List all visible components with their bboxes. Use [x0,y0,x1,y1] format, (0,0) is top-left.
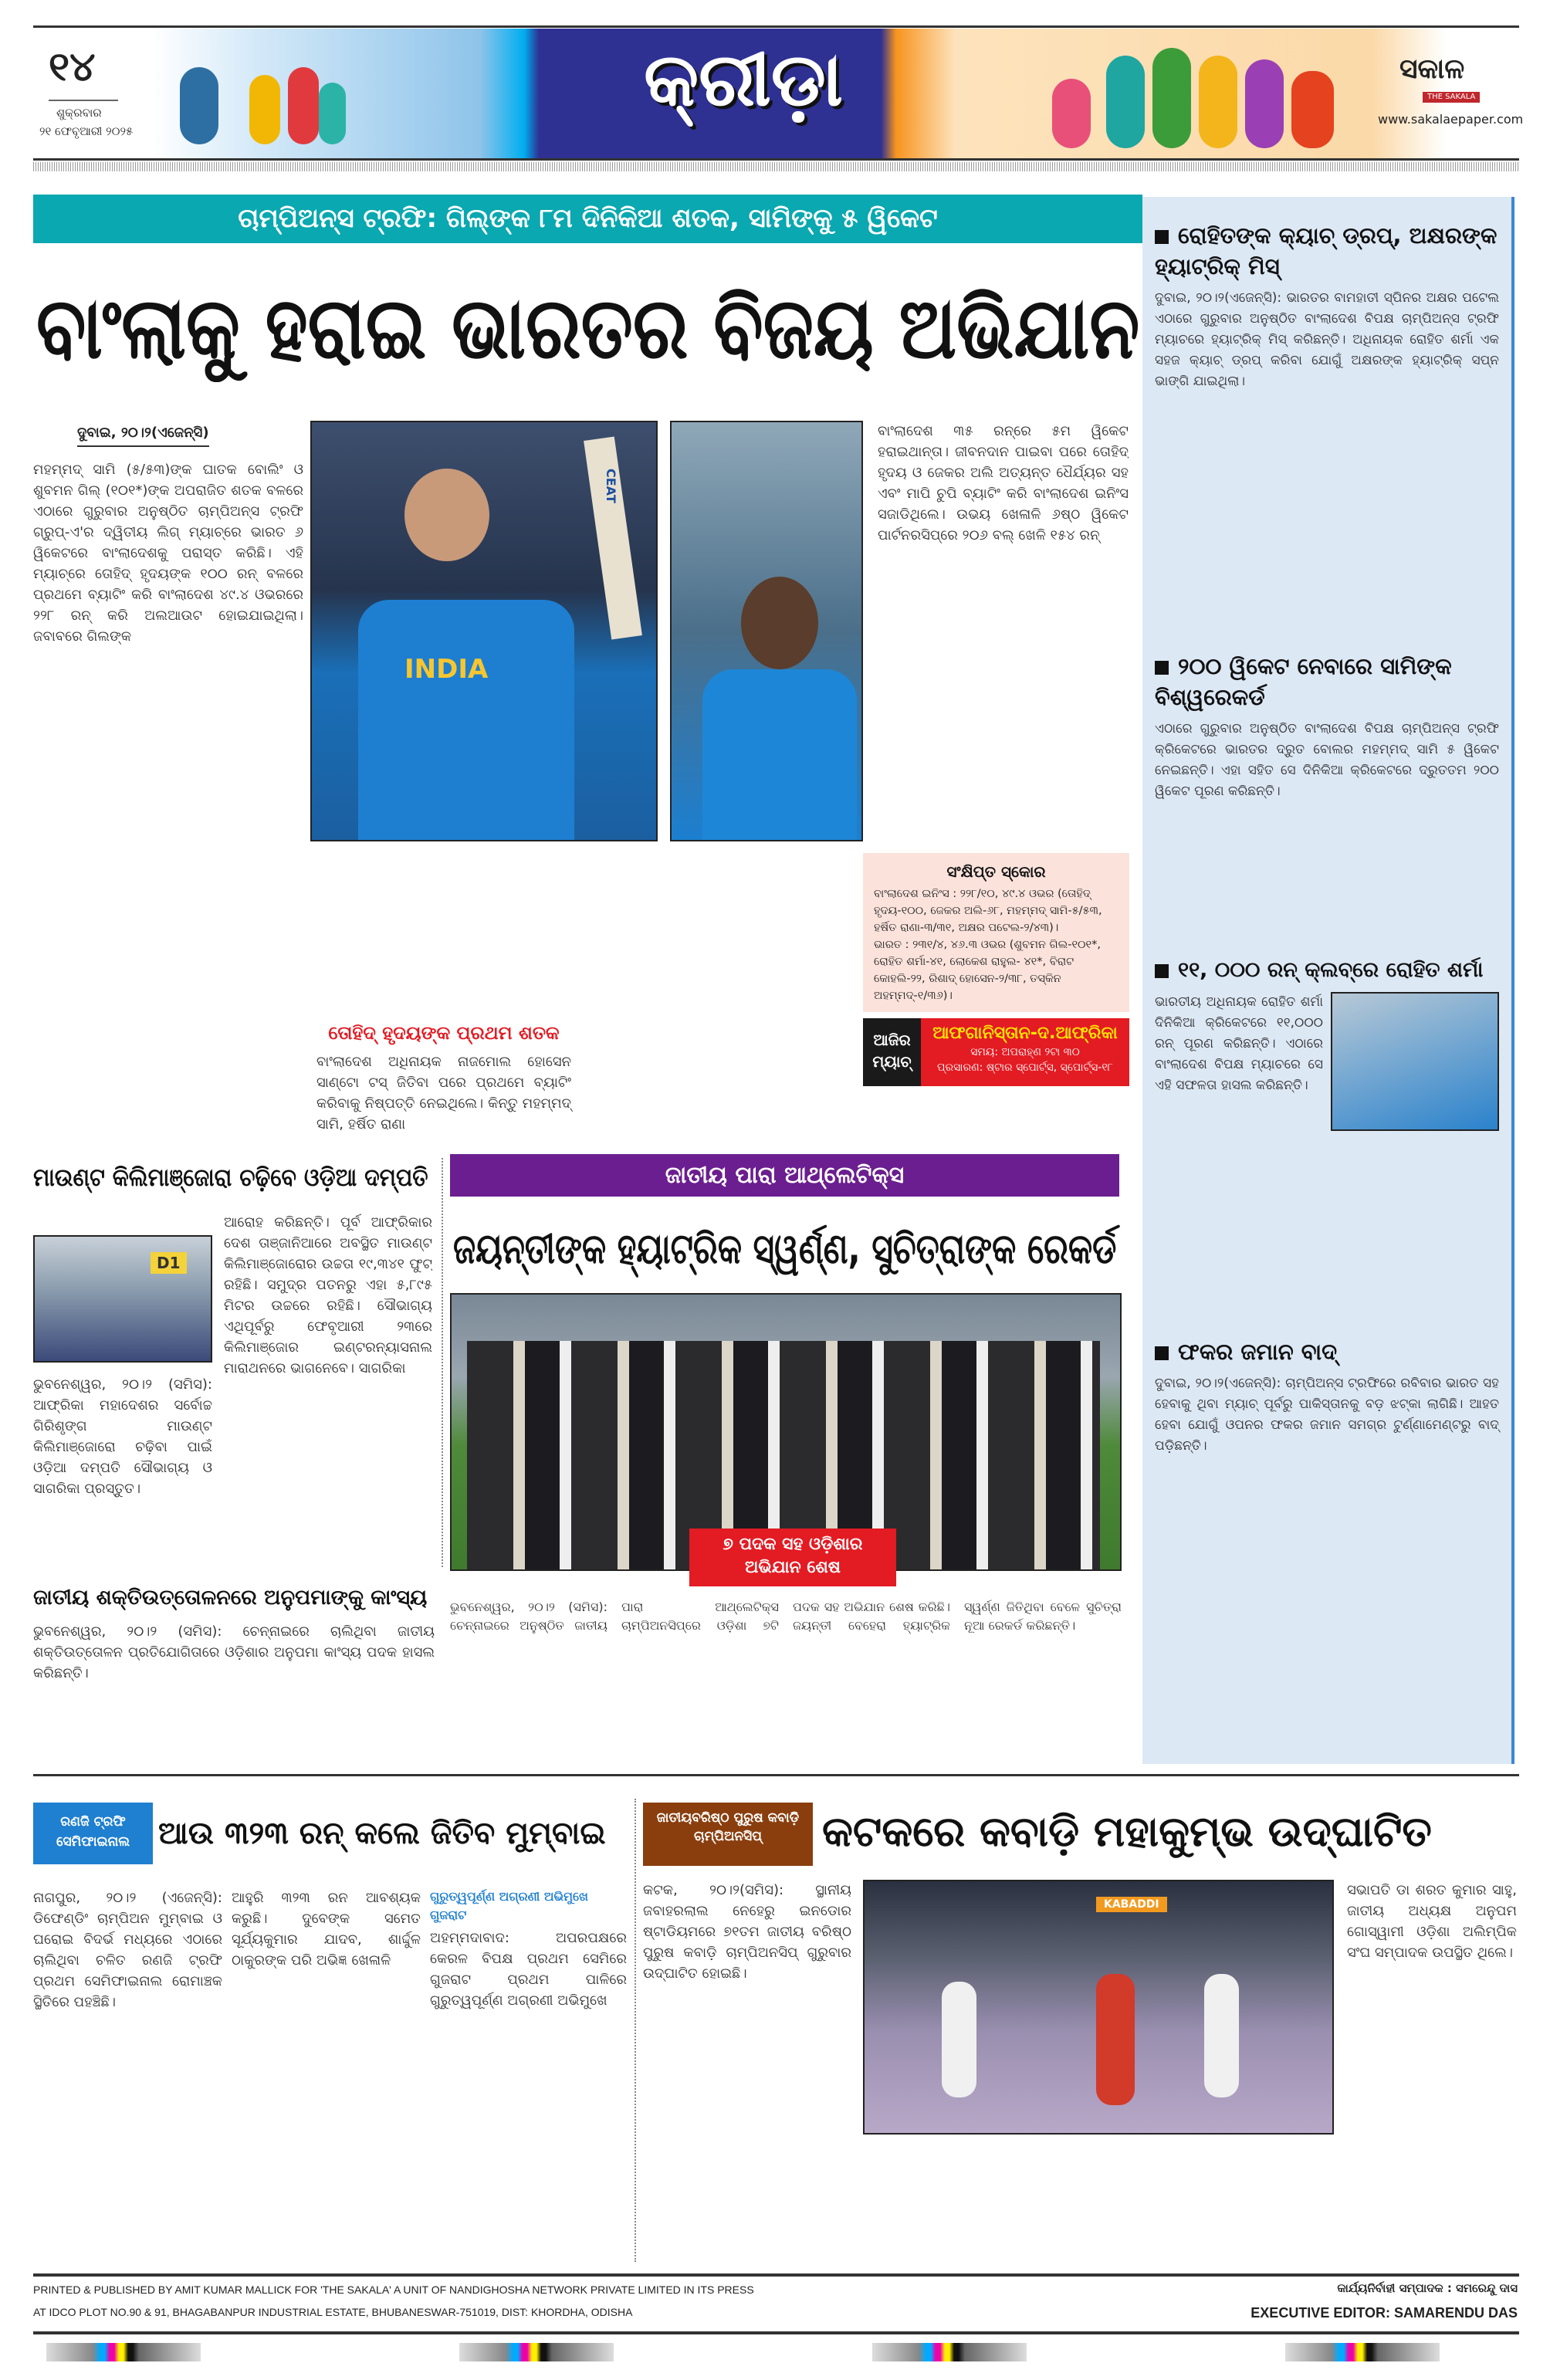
bullet-square-icon [1155,964,1169,978]
website-link[interactable]: www.sakalaepaper.com [1378,112,1524,127]
masthead [33,29,1524,158]
column-divider [442,1158,443,1567]
kilimanjaro-headline [33,1158,435,1197]
lead-subhead: ତୋହିଦ୍ ହୃଦୟଙ୍କ ପ୍ରଥମ ଶତକ [328,1022,560,1044]
lead-kicker-text: ଚାମ୍ପିଅନ୍ସ ଟ୍ରଫି: ଗିଲ୍‌ଙ୍କ ୮ମ ଦିନିକିଆ ଶତକ, ସାମିଙ୍କୁ ୫ ୱିକେଟ [238,203,938,234]
todays-match-label: ଆଜିର ମ୍ୟାଚ୍ [863,1018,921,1086]
match-time: ସମୟ: ଅପରାହ୍ଣ ୨ଟା ୩୦ [970,1046,1080,1058]
score-title: ସଂକ୍ଷିପ୍ତ ସ୍କୋର [946,862,1046,881]
ranji-headline-text: ଆଉ ୩୨୩ ରନ୍ କଲେ ଜିତିବ ମୁମ୍ବାଇ [158,1816,606,1851]
lead-kicker [33,195,1142,243]
imprint-line-1: PRINTED & PUBLISHED BY AMIT KUMAR MALLICK FOR 'THE SAKALA' A UNIT OF NANDIGHOSHA NETWORK PRIVATE LIMITED IN ITS PRESS [33,2284,754,2296]
odia-couple-photo [33,1235,212,1363]
ranji-col-1: ନାଗପୁର, ୨୦।୨ (ଏଜେନ୍ସି): ଡିଫେଣ୍ଡିଂ ଚାମ୍ପିଅନ ମୁମ୍ବାଇ ଓ ଘରୋଇ ବିଦର୍ଭ ମଧ୍ୟରେ ଏଠାରେ ଚାଲିଥିବା ଚଳିତ ରଣଜି ଟ୍ରଫି ପ୍ରଥମ ସେମିଫାଇନାଲ ରୋମାଞ୍ଚକ ସ୍ଥିତିରେ ପହଞ୍ଚିଛି। [33,1890,222,2010]
kabaddi-body: କଟକ, ୨୦।୨(ସମିସ): ସ୍ଥାନୀୟ ଜବାହରଲାଲ ନେହେରୁ ଇନଡୋର ଷ୍ଟାଡିୟମରେ ୭୧ତମ ଜାତୀୟ ବରିଷ୍ଠ ପୁରୁଷ କବାଡ଼ି ଚାମ୍ପିଅନସିପ୍ ଗୁରୁବାର ଉଦ୍‌ଘାଟିତ ହୋଇଛି। [643,1882,851,1982]
color-registration-bar [46,2343,201,2361]
editor-english: EXECUTIVE EDITOR: SAMARENDU DAS [1250,2305,1518,2321]
sidebar-body-2: ଏଠାରେ ଗୁରୁବାର ଅନୁଷ୍ଠିତ ବାଂଲାଦେଶ ବିପକ୍ଷ ଚାମ୍ପିଅନ୍ସ ଟ୍ରଫି କ୍ରିକେଟରେ ଭାରତର ଦ୍ରୁତ ବୋଲର ମହମ୍ମଦ୍ ସାମି ୫ ୱିକେଟ ନେଇଛନ୍ତି। ଏହା ସହିତ ସେ ଦିନିକିଆ କ୍ରିକେଟରେ ଦ୍ରୁତତମ ୨୦୦ ୱିକେଟ ପୂରଣ କରିଛନ୍ତି। [1155,721,1499,799]
bullet-square-icon [1155,230,1169,244]
ranji-subhead: ଗୁରୁତ୍ୱପୂର୍ଣ୍ଣ ଅଗ୍ରଣୀ ଅଭିମୁଖେ ଗୁଜରାଟ [430,1889,588,1922]
kabaddi-headline-text: କଟକରେ କବାଡ଼ି ମହାକୁମ୍ଭ ଉଦ୍‌ଘାଟିତ [822,1807,1432,1856]
section-title-text: କ୍ରୀଡ଼ା [644,36,843,123]
kabaddi-banner: KABADDI [1096,1897,1167,1912]
todays-match-box [863,1018,1129,1086]
lead-dateline: ଦୁବାଇ, ୨୦।୨(ଏଜେନ୍ସି) [77,425,209,447]
kabaddi-match-photo [863,1880,1334,2135]
top-rule [33,25,1519,28]
bat-logo: CEAT [604,469,618,503]
ranji-label: ରଣଜି ଟ୍ରଫି ସେମିଫାଇନାଲ [33,1803,153,1864]
editor-odia: କାର୍ଯ୍ୟନିର୍ବାହୀ ସମ୍ପାଦକ : ସମରେନ୍ଦୁ ଦାସ [1337,2281,1518,2295]
sidebar-body-1: ଦୁବାଇ, ୨୦।୨(ଏଜେନ୍ସି): ଭାରତର ବାମହାତୀ ସ୍ପିନର ଅକ୍ଷର ପଟେଲ ଏଠାରେ ଗୁରୁବାର ଅନୁଷ୍ଠିତ ବାଂଲାଦେଶ ବିପକ୍ଷ ଚାମ୍ପିଅନ୍ସ ଟ୍ରଫି ମ୍ୟାଚରେ ହ୍ୟାଟ୍ରିକ୍ ମିସ୍ କରିଛନ୍ତି। ଅଧିନାୟକ ରୋହିତ ଶର୍ମା ଏକ ସହଜ କ୍ୟାଚ୍ ଡ୍ରପ୍ କରିବା ଯୋଗୁଁ ଅକ୍ଷରଙ୍କ ହ୍ୟାଟ୍ରିକ୍ ସପ୍ନ ଭାଙ୍ଗି ଯାଇଥିଲା। [1155,290,1499,389]
para-athletics-headline-text: ଜୟନ୍ତୀଙ୍କ ହ୍ୟାଟ୍ରିକ ସ୍ୱର୍ଣ୍ଣ, ସୁଚିତ୍ରାଙ୍କ ରେକର୍ଡ [452,1224,1117,1273]
ranji-col-3-block [430,1887,627,2011]
cricket-players-illustration [157,44,357,152]
powerlifting-headline-text: ଜାତୀୟ ଶକ୍ତିଉତ୍ତୋଳନରେ ଅନୁପମାଙ୍କୁ କାଂସ୍ୟ [33,1586,428,1610]
hatch-divider [33,162,1519,171]
ranji-col-2: ଆହୁରି ୩୨୩ ରନ ଆବଶ୍ୟକ କରୁଛି। ଦୁବେଙ୍କ ସମେତ ସୂର୍ଯ୍ୟକୁମାର ଯାଦବ, ଶାର୍ଦ୍ଦୁଳ ଠାକୁରଙ୍କ ପରି ଅଭିଜ୍ଞ ଖେଳାଳି [232,1890,421,1969]
rohit-sharma-photo [1331,992,1499,1131]
kabaddi-body-2: ସଭାପତି ଡା ଶରତ କୁମାର ସାହୁ, ଜାତୀୟ ଅଧ୍ୟକ୍ଷ ଅନୁପମ ଗୋସ୍ୱାମୀ ଓଡ଼ିଶା ଅଲିମ୍ପିକ ସଂଘ ସମ୍ପାଦକ ଉପସ୍ଥିତ ଥିଲେ। [1347,1882,1517,1961]
medal-tally-label: ୭ ପଦକ ସହ ଓଡ଼ିଶାର ଅଭିଯାନ ଶେଷ [689,1529,896,1586]
ranji-headline [158,1799,629,1868]
imprint-line-2: AT IDCO PLOT NO.90 & 91, BHAGABANPUR INDUSTRIAL ESTATE, BHUBANESWAR-751019, DIST: KHORDHA, ODISHA [33,2306,633,2318]
ranji-col-3: ଅହମ୍ମଦାବାଦ: ଅପରପକ୍ଷରେ କେରଳ ବିପକ୍ଷ ପ୍ରଥମ ସେମିରେ ଗୁଜରାଟ ପ୍ରଥମ ପାଳିରେ ଗୁରୁତ୍ୱପୂର୍ଣ୍ଣ ଅଗ୍ରଣୀ ଅଭିମୁଖେ [430,1930,627,2009]
day: ଶୁକ୍ରବାର [56,106,102,120]
score-bangladesh: ବାଂଲାଦେଶ ଇନିଂସ : ୨୨୮/୧୦, ୪୯.୪ ଓଭର (ତୋହିଦ୍ ହୃଦୟ-୧୦୦, ଜେକର ଅଲି-୬୮, ମହମ୍ମଦ୍ ସାମି-୫/୫୩, ହର୍ଷିତ ରାଣା-୩/୩୧, ଅକ୍ଷର ପଟେଲ-୨/୪୩)। [874,888,1102,934]
score-india: ଭାରତ : ୨୩୧/୪, ୪୬.୩ ଓଭର (ଶୁବମନ ଗିଲ-୧୦୧*, ରୋହିତ ଶର୍ମା-୪୧, ଲୋକେଶ ରାହୁଲ- ୪୧*, ବିରାଟ କୋହଲି-୨୨, ରିଶାଦ୍ ହୋସେନ-୨/୩୮, ତସ୍କିନ ଅହମ୍ମଦ୍-୧/୩୬)। [874,939,1101,1002]
kilimanjaro-body-right: ଆରୋହ କରିଛନ୍ତି। ପୂର୍ବ ଆଫ୍ରିକାର ଦେଶ ତାଞ୍ଜାନିଆରେ ଅବସ୍ଥିତ ମାଉଣ୍ଟ କିଲିମାଞ୍ଜୋରୋର ଉଚ୍ଚତା ୧୯,୩୪୧ ଫୁଟ୍ ରହିଛି। ସମୁଦ୍ର ପତନରୁ ଏହା ୫,୮୯୫ ମିଟର ଉଚ୍ଚରେ ରହିଛି। ସୌଭାଗ୍ୟ ଏଥିପୂର୍ବରୁ ଫେବୃଆରୀ ୨୩ରେ କିଲିମାଞ୍ଜୋର ଇଣ୍ଟରନ୍ୟାସନାଲ ମାରାଥନରେ ଭାଗନେବେ। ସାଗରିକା [224,1214,432,1376]
logo-subtitle: THE SAKALA [1423,92,1480,103]
section-title [574,36,913,124]
lead-headline [33,259,1142,398]
kabaddi-label: ଜାତୀୟବରିଷ୍ଠ ପୁରୁଷ କବାଡ଼ି ଚାମ୍ପିଅନସିପ୍ [643,1803,813,1866]
sidebar-title-2: ୨୦୦ ୱିକେଟ ନେବାରେ ସାମିଙ୍କ ବିଶ୍ୱରେକର୍ଡ [1155,653,1452,710]
para-athletics-body: ଭୁବନେଶ୍ୱର, ୨୦।୨ (ସମିସ): ଚେନ୍ନାଇରେ ଅନୁଷ୍ଠିତ ଜାତୀୟ ପାରା ଆଥ୍‌ଲେଟିକ୍ସ ଚାମ୍ପିଅନସିପ୍‌ରେ ଓଡ଼ିଶା ୭ଟି ପଦକ ସହ ଅଭିଯାନ ଶେଷ କରିଛି। ଜୟନ୍ତୀ ବେହେରା ହ୍ୟାଟ୍ରିକ ସ୍ୱର୍ଣ୍ଣ ଜିତିଥିବା ବେଳେ ସୁଚିତ୍ରା ନୂଆ ରେକର୍ଡ କରିଛନ୍ତି। [450,1600,1122,1633]
color-registration-bar [872,2343,1027,2361]
masthead-bottom-rule [33,158,1519,161]
powerlifting-body: ଭୁବନେଶ୍ୱର, ୨୦।୨ (ସମିସ): ଚେନ୍ନାଇରେ ଚାଲିଥିବା ଜାତୀୟ ଶକ୍ତିଉତ୍ତୋଳନ ପ୍ରତିଯୋଗିତାରେ ଓଡ଼ିଶାର ଅନୁପମା କାଂସ୍ୟ ପଦକ ହାସଲ କରିଛନ୍ତି। [33,1623,435,1681]
photo-sign: D1 [151,1252,187,1274]
color-registration-bar [459,2343,614,2361]
shubman-gill-photo [310,421,658,841]
lead-paragraph-1: ମହମ୍ମଦ୍ ସାମି (୫/୫୩)ଙ୍କ ଘାତକ ବୋଲିଂ ଓ ଶୁବମନ ଗିଲ୍ (୧୦୧*)ଙ୍କ ଅପରାଜିତ ଶତକ ବଳରେ ଏଠାରେ ଗୁରୁବାର ଅନୁଷ୍ଠିତ ଚାମ୍ପିଅନ୍ସ ଟ୍ରଫି ଗ୍ରୁପ୍-ଏ'ର ଦ୍ୱିତୀୟ ଲିଗ୍ ମ୍ୟାଚ୍‌ରେ ଭାରତ ୬ ୱିକେଟରେ ବାଂଲାଦେଶକୁ ପରାସ୍ତ କରିଛି। ଏହି ମ୍ୟାଚ୍‌ରେ ତୋହିଦ୍ ହୃଦୟଙ୍କ ୧୦୦ ରନ୍ ବଳରେ ପ୍ରଥମେ ବ୍ୟାଟିଂ କରି ବାଂଲାଦେଶ ୪୯.୪ ଓଭରରେ ୨୨୮ ରନ୍ କରି ଅଲଆଉଟ ହୋଇଯାଇଥିଲା। ଜବାବରେ ଗିଲଙ୍କ [33,462,303,645]
color-registration-bar [1285,2343,1440,2361]
date: ୨୧ ଫେବୃଆରୀ ୨୦୨୫ [39,124,134,138]
sidebar-title-3: ୧୧, ୦୦୦ ରନ୍ କ୍ଲବ୍‌ରେ ରୋହିତ ଶର୍ମା [1178,958,1484,982]
footer-rule [33,2273,1519,2277]
powerlifting-headline [33,1579,435,1617]
kilimanjaro-body-left: ଭୁବନେଶ୍ୱର, ୨୦।୨ (ସମିସ): ଆଫ୍ରିକା ମହାଦେଶର ସର୍ବୋଚ୍ଚ ଗିରିଶୃଙ୍ଗ ମାଉଣ୍ଟ କିଲିମାଞ୍ଜୋରୋ ଚଢ଼ିବା ପାଇଁ ଓଡ଼ିଆ ଦମ୍ପତି ସୌଭାଗ୍ୟ ଓ ସାଗରିକା ପ୍ରସ୍ତୁତ। [33,1376,212,1497]
sidebar-body-3: ଭାରତୀୟ ଅଧିନାୟକ ରୋହିତ ଶର୍ମା ଦିନିକିଆ କ୍ରିକେଟରେ ୧୧,୦୦୦ ରନ୍ ପୂରଣ କରିଛନ୍ତି। ଏଠାରେ ବାଂଲାଦେଶ ବିପକ୍ଷ ମ୍ୟାଚରେ ସେ ଏହି ସଫଳତା ହାସଲ କରିଛନ୍ତି। [1155,994,1323,1093]
mohammed-shami-photo [670,421,863,841]
sidebar-title-1: ରୋହିତଙ୍କ କ୍ୟାଚ୍ ଡ୍ରପ୍, ଅକ୍ଷରଙ୍କ ହ୍ୟାଟ୍ରିକ୍ ମିସ୍ [1155,222,1498,279]
bullet-square-icon [1155,1346,1169,1360]
sidebar [1142,197,1514,1764]
sakala-logo: ସକାଳ [1399,53,1465,85]
column-divider [635,1799,636,2262]
sports-silhouettes-illustration [1037,40,1361,156]
lead-paragraph-3: ବାଂଲାଦେଶ ୩୫ ରନ୍‌ରେ ୫ମ ୱିକେଟ ହରାଇଥାନ୍ତା। ଜୀବନଦାନ ପାଇବା ପରେ ତୋହିଦ୍ ହୃଦୟ ଓ ଜେକର ଅଲି ଅତ୍ୟନ୍ତ ଧୈର୍ଯ୍ୟର ସହ ଏବଂ ମାପି ଚୁପି ବ୍ୟାଟିଂ କରି ବାଂଲାଦେଶ ଇନିଂସ ସଜାଡିଥିଲେ। ଉଭୟ ଖେଳାଳି ୬ଷ୍ଠ ୱିକେଟ ପାର୍ଟନରସିପ୍‌ରେ ୨୦୬ ବଲ୍ ଖେଳି ୧୫୪ ରନ୍ [878,423,1129,543]
para-athletics-headline [450,1212,1119,1285]
score-box [863,853,1129,1012]
lead-headline-text: ବାଂଲାକୁ ହରାଇ ଭାରତର ବିଜୟ ଅଭିଯାନ [36,279,1140,377]
jersey-text: INDIA [404,654,489,685]
match-broadcast: ପ୍ରସାରଣ: ଷ୍ଟାର ସ୍ପୋର୍ଟ୍ସ, ସ୍ପୋର୍ଟ୍ସ-୧୮ [937,1061,1113,1074]
match-teams: ଆଫଗାନିସ୍ତାନ-ଦ.ଆଫ୍ରିକା [932,1024,1118,1043]
sidebar-title-4: ଫକର ଜମାନ ବାଦ୍ [1178,1339,1338,1365]
page-number: ୧୪ [49,44,96,90]
section-rule [33,1774,1519,1776]
score-column [863,853,1129,1086]
kilimanjaro-headline-text: ମାଉଣ୍ଟ କିଲିମାଞ୍ଜୋରା ଚଢ଼ିବେ ଓଡ଼ିଆ ଦମ୍ପତି [33,1163,428,1192]
footer-bottom-rule [33,2331,1519,2334]
lead-paragraph-2: ବାଂଲାଦେଶ ଅଧିନାୟକ ନାଜମୋଲ ହୋସେନ ସାଣ୍ଟୋ ଟସ୍ ଜିତିବା ପରେ ପ୍ରଥମେ ବ୍ୟାଟିଂ କରିବାକୁ ନିଷ୍ପତ୍ତି ନେଇଥିଲେ। କିନ୍ତୁ ମହମ୍ମଦ୍ ସାମି, ହର୍ଷିତ ରାଣା [316,1054,571,1132]
bullet-square-icon [1155,661,1169,675]
kabaddi-headline [822,1795,1517,1868]
sidebar-body-4: ଦୁବାଇ, ୨୦।୨(ଏଜେନ୍ସି): ଚାମ୍ପିଅନ୍ସ ଟ୍ରଫିରେ ରବିବାର ଭାରତ ସହ ହେବାକୁ ଥିବା ମ୍ୟାଚ୍ ପୂର୍ବରୁ ପାକିସ୍ତାନକୁ ବଡ଼ ଝଟ୍‌କା ଲାଗିଛି। ଆହତ ହେବା ଯୋଗୁଁ ଓପନର ଫକର ଜମାନ ସମଗ୍ର ଟୁର୍ଣ୍ଣାମେଣ୍ଟରୁ ବାଦ୍ ପଡ଼ିଛନ୍ତି। [1155,1376,1499,1454]
para-athletics-kicker [450,1154,1119,1197]
para-athletics-kicker-text: ଜାତୀୟ ପାରା ଆଥ୍‌ଲେଟିକ୍ସ [665,1162,905,1189]
